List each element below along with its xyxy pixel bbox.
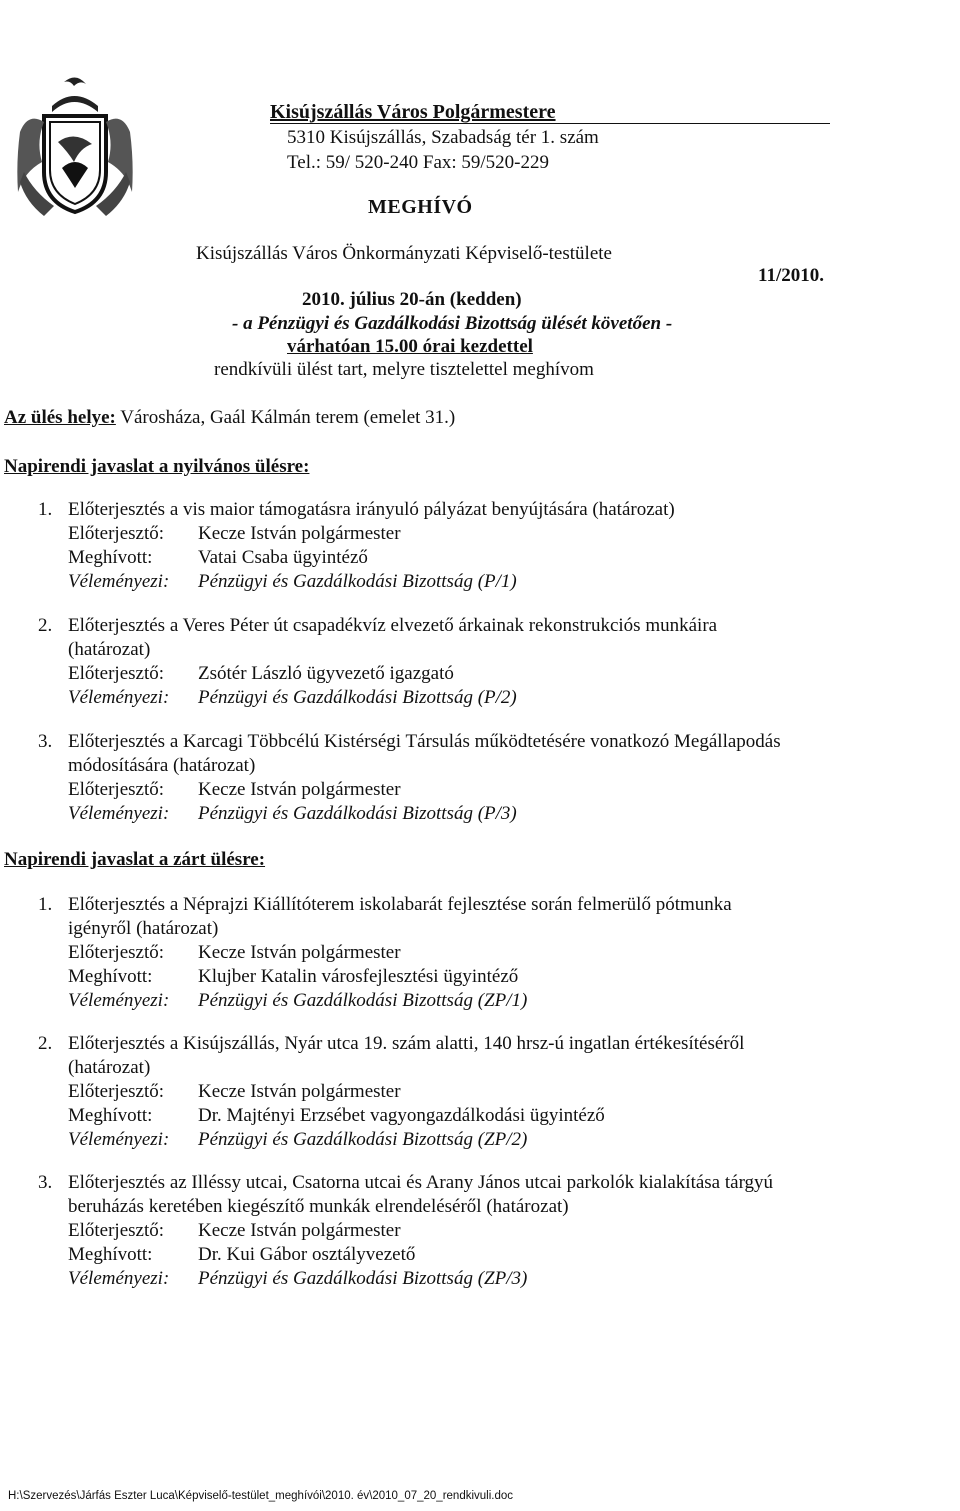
item-number: 2. — [38, 1033, 53, 1054]
document-type-heading: MEGHÍVÓ — [368, 196, 473, 218]
invited-value: Dr. Kui Gábor osztályvezető — [198, 1244, 416, 1265]
presenter-value: Kecze István polgármester — [198, 523, 401, 544]
reviewer-label: Véleményezi: — [68, 990, 170, 1011]
item-text-continued: (határozat) — [68, 1057, 151, 1078]
council-name: Kisújszállás Város Önkormányzati Képviselő-testülete — [196, 243, 612, 264]
item-reviewer — [68, 1268, 527, 1290]
header-divider — [270, 123, 830, 124]
item-reviewer — [68, 990, 527, 1012]
item-text-continued: igényről (határozat) — [68, 918, 219, 939]
item-invited — [68, 966, 518, 988]
reviewer-label: Véleményezi: — [68, 1129, 170, 1150]
presenter-value: Kecze István polgármester — [198, 1220, 401, 1241]
item-text: Előterjesztés az Illéssy utcai, Csatorna utcai és Arany János utcai parkolók kialakítása tárgyú — [68, 1172, 774, 1193]
invited-label: Meghívott: — [68, 966, 153, 987]
item-invited — [68, 547, 368, 569]
invited-label: Meghívott: — [68, 1105, 153, 1126]
presenter-label: Előterjesztő: — [68, 1081, 165, 1102]
presenter-label: Előterjesztő: — [68, 663, 165, 684]
presenter-label: Előterjesztő: — [68, 523, 165, 544]
presenter-label: Előterjesztő: — [68, 942, 165, 963]
meeting-date: 2010. július 20-án (kedden) — [302, 289, 522, 310]
presenter-value: Kecze István polgármester — [198, 779, 401, 800]
item-presenter — [68, 1081, 401, 1103]
public-agenda-title: Napirendi javaslat a nyilvános ülésre: — [4, 456, 310, 477]
meeting-place — [4, 407, 455, 429]
item-presenter — [68, 1220, 401, 1242]
presenter-label: Előterjesztő: — [68, 1220, 165, 1241]
item-number: 2. — [38, 615, 53, 636]
invited-value: Vatai Csaba ügyintéző — [198, 547, 368, 568]
item-presenter — [68, 523, 401, 545]
item-presenter — [68, 779, 401, 801]
item-reviewer — [68, 571, 517, 593]
reviewer-label: Véleményezi: — [68, 1268, 170, 1289]
reviewer-value: Pénzügyi és Gazdálkodási Bizottság (P/3) — [198, 803, 517, 824]
invited-value: Klujber Katalin városfejlesztési ügyintéző — [198, 966, 519, 987]
item-reviewer — [68, 803, 517, 825]
presenter-value: Kecze István polgármester — [198, 1081, 401, 1102]
issuer-phone-fax: Tel.: 59/ 520-240 Fax: 59/520-229 — [287, 152, 550, 173]
invited-label: Meghívott: — [68, 1244, 153, 1265]
invitation-sentence: rendkívüli ülést tart, melyre tisztelettel meghívom — [214, 359, 594, 380]
meeting-place-value: Városháza, Gaál Kálmán terem (emelet 31.) — [115, 407, 456, 428]
meeting-place-label: Az ülés helye: — [4, 407, 116, 428]
meeting-start-time: várhatóan 15.00 órai kezdettel — [287, 336, 533, 357]
presenter-value: Zsótér László ügyvezető igazgató — [198, 663, 454, 684]
item-number: 1. — [38, 499, 53, 520]
item-text: Előterjesztés a Karcagi Többcélú Kistérségi Társulás működtetésére vonatkozó Megállapodás — [68, 731, 781, 752]
presenter-label: Előterjesztő: — [68, 779, 165, 800]
item-reviewer — [68, 687, 517, 709]
reviewer-label: Véleményezi: — [68, 687, 170, 708]
item-number: 1. — [38, 894, 53, 915]
item-text: Előterjesztés a Néprajzi Kiállítóterem iskolabarát fejlesztése során felmerülő pótmunka — [68, 894, 732, 915]
reviewer-value: Pénzügyi és Gazdálkodási Bizottság (P/2) — [198, 687, 517, 708]
item-presenter — [68, 663, 454, 685]
item-invited — [68, 1244, 415, 1266]
file-path-footer: H:\Szervezés\Járfás Eszter Luca\Képviselő-testület_meghívói\2010. év\2010_07_20_rendkivuli.doc — [8, 1490, 514, 1502]
meeting-after-note: - a Pénzügyi és Gazdálkodási Bizottság ülését követően - — [232, 313, 673, 334]
reviewer-value: Pénzügyi és Gazdálkodási Bizottság (ZP/3) — [198, 1268, 528, 1289]
reviewer-value: Pénzügyi és Gazdálkodási Bizottság (ZP/1) — [198, 990, 528, 1011]
coat-of-arms-icon — [14, 72, 136, 222]
reviewer-value: Pénzügyi és Gazdálkodási Bizottság (ZP/2) — [198, 1129, 528, 1150]
item-text: Előterjesztés a Veres Péter út csapadékvíz elvezető árkainak rekonstrukciós munkáira — [68, 615, 718, 636]
item-text: Előterjesztés a vis maior támogatásra irányuló pályázat benyújtására (határozat) — [68, 499, 675, 520]
item-number: 3. — [38, 1172, 53, 1193]
invited-value: Dr. Majtényi Erzsébet vagyongazdálkodási ügyintéző — [198, 1105, 605, 1126]
item-invited — [68, 1105, 605, 1127]
item-presenter — [68, 942, 401, 964]
issuer-title: Kisújszállás Város Polgármestere — [270, 101, 556, 123]
reviewer-label: Véleményezi: — [68, 571, 170, 592]
item-reviewer — [68, 1129, 527, 1151]
item-number: 3. — [38, 731, 53, 752]
document-number: 11/2010. — [758, 265, 824, 286]
item-text: Előterjesztés a Kisújszállás, Nyár utca 19. szám alatti, 140 hrsz-ú ingatlan értékesítéséről — [68, 1033, 745, 1054]
invited-label: Meghívott: — [68, 547, 153, 568]
issuer-address: 5310 Kisújszállás, Szabadság tér 1. szám — [287, 127, 599, 148]
closed-agenda-title: Napirendi javaslat a zárt ülésre: — [4, 849, 266, 870]
item-text-continued: módosítására (határozat) — [68, 755, 256, 776]
reviewer-label: Véleményezi: — [68, 803, 170, 824]
reviewer-value: Pénzügyi és Gazdálkodási Bizottság (P/1) — [198, 571, 517, 592]
item-text-continued: beruházás keretében kiegészítő munkák elrendeléséről (határozat) — [68, 1196, 569, 1217]
presenter-value: Kecze István polgármester — [198, 942, 401, 963]
item-text-continued: (határozat) — [68, 639, 151, 660]
